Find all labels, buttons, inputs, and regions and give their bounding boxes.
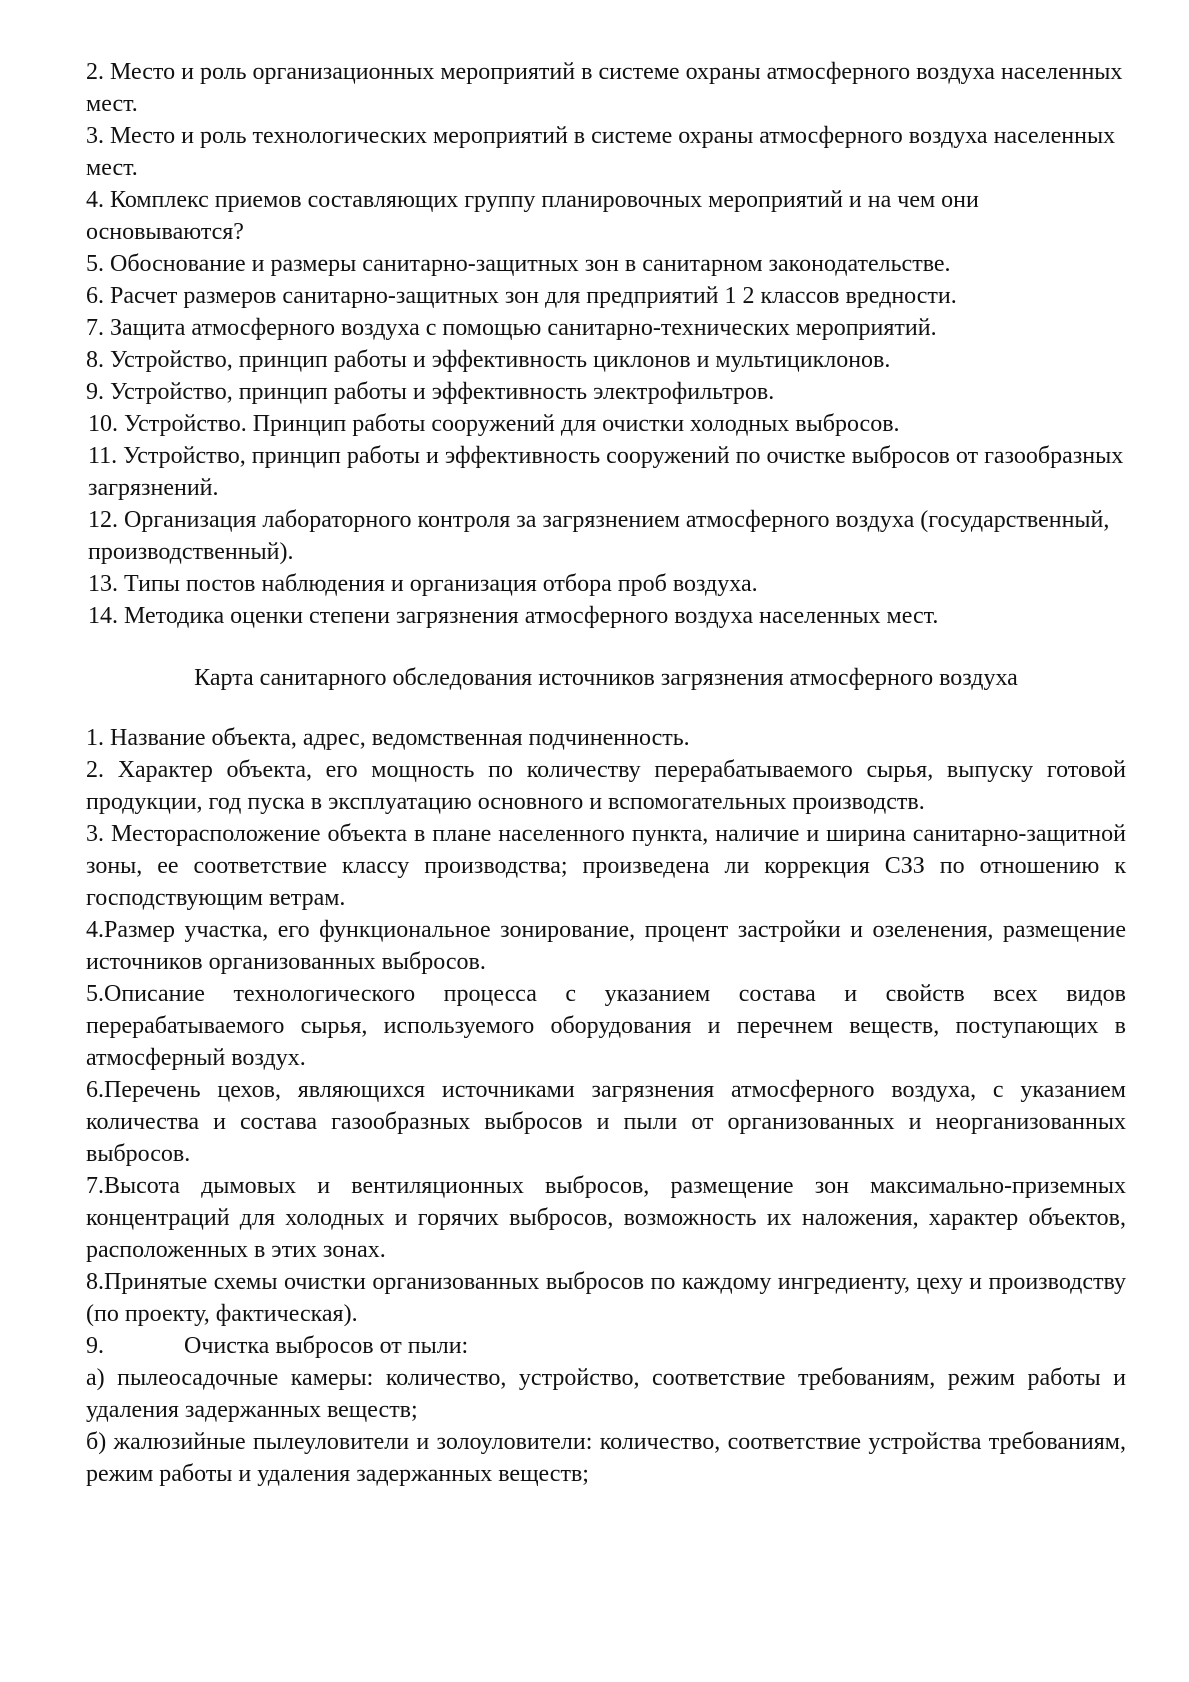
question-item: 7. Защита атмосферного воздуха с помощью санитарно-технических мероприятий. [86,315,937,341]
card-item: 3. Месторасположение объекта в плане населенного пункта, наличие и ширина санитарно-защитной зоны, ее соответствие классу производства; произведена ли коррекция СЗЗ по отношению к господствующим ветрам. [86,821,1126,911]
card-title: Карта санитарного обследования источников загрязнения атмосферного воздуха [194,665,1018,691]
card-item: 5.Описание технологического процесса с указанием состава и свойств всех видов перерабатываемого сырья, используемого оборудования и перечнем веществ, поступающих в атмосферный воздух. [86,981,1126,1071]
card-item: 4.Размер участка, его функциональное зонирование, процент застройки и озеленения, размещение источников организованных выбросов. [86,917,1126,975]
card-item-9 [86,1330,1126,1362]
question-item: 8. Устройство, принцип работы и эффективность циклонов и мультициклонов. [86,347,891,373]
question-item: 12. Организация лабораторного контроля за загрязнением атмосферного воздуха (государственный, производственный). [88,507,1110,565]
card-item-9-number: 9. [86,1333,104,1359]
question-item: 14. Методика оценки степени загрязнения атмосферного воздуха населенных мест. [88,603,939,629]
card-item-9-text: Очистка выбросов от пыли: [184,1333,469,1359]
question-item: 11. Устройство, принцип работы и эффективность сооружений по очистке выбросов от газообразных загрязнений. [88,443,1124,501]
card-item: 6.Перечень цехов, являющихся источниками загрязнения атмосферного воздуха, с указанием количества и состава газообразных выбросов и пыли от организованных и неорганизованных выбросов. [86,1077,1126,1167]
question-item: 9. Устройство, принцип работы и эффективность электрофильтров. [86,379,775,405]
card-item: 1. Название объекта, адрес, ведомственная подчиненность. [86,725,690,751]
card-item: 7.Высота дымовых и вентиляционных выбросов, размещение зон максимально-приземных концентраций для холодных и горячих выбросов, возможность их наложения, характер объектов, расположенных в этих зонах. [86,1173,1126,1263]
questions-list [86,56,1126,632]
question-item: 10. Устройство. Принцип работы сооружений для очистки холодных выбросов. [88,411,900,437]
document-page [86,56,1126,1490]
question-item: 4. Комплекс приемов составляющих группу планировочных мероприятий и на чем они основываются? [86,187,979,245]
question-item: 6. Расчет размеров санитарно-защитных зон для предприятий 1 2 классов вредности. [86,283,957,309]
question-item: 13. Типы постов наблюдения и организация отбора проб воздуха. [88,571,758,597]
question-item: 5. Обоснование и размеры санитарно-защитных зон в санитарном законодательстве. [86,251,951,277]
card-subitem: б) жалюзийные пылеуловители и золоуловители: количество, соответствие устройства требованиям, режим работы и удаления задержанных веществ; [86,1429,1126,1487]
question-item: 3. Место и роль технологических мероприятий в системе охраны атмосферного воздуха населенных мест. [86,123,1116,181]
survey-card-list [86,722,1126,1490]
card-item: 8.Принятые схемы очистки организованных выбросов по каждому ингредиенту, цеху и производству (по проекту, фактическая). [86,1269,1126,1327]
card-item: 2. Характер объекта, его мощность по количеству перерабатываемого сырья, выпуску готовой продукции, год пуска в эксплуатацию основного и вспомогательных производств. [86,757,1126,815]
question-item: 2. Место и роль организационных мероприятий в системе охраны атмосферного воздуха населенных мест. [86,59,1123,117]
card-subitem: а) пылеосадочные камеры: количество, устройство, соответствие требованиям, режим работы и удаления задержанных веществ; [86,1365,1126,1423]
